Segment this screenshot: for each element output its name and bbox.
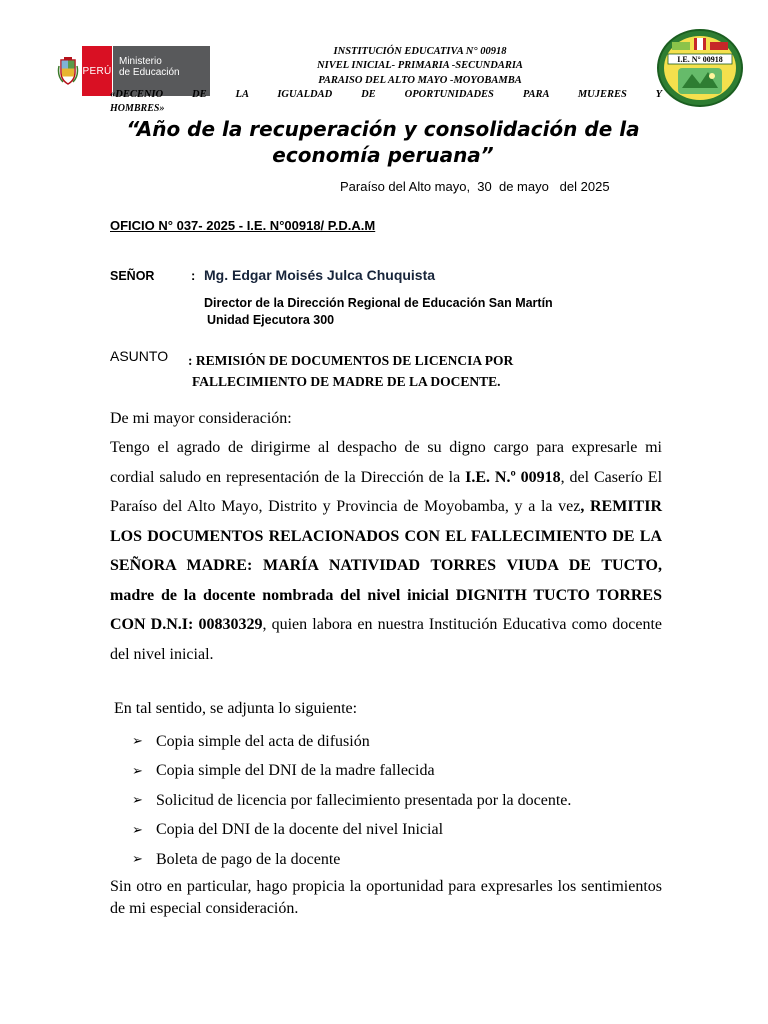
subject-text [188,350,588,392]
main-paragraph [110,433,662,669]
attachments-list [132,727,571,875]
school-emblem-logo [656,28,744,108]
closing-paragraph: Sin otro en particular, hago propicia la oportunidad para expresarles los sentimientos de mi especial consideración. [110,878,662,917]
peru-label: PERÚ [82,46,112,96]
paragraph-bold-request: , REMITIR LOS DOCUMENTOS RELACIONADOS CON EL FALLECIMIENTO DE LA SEÑORA MADRE: MARÍA NATIVIDAD TORRES VIUDA DE TUCTO, madre de la docente nombrada del nivel inicial DIGNITH TUCTO TORRES CON D.N.I: 00830329 [110,498,662,633]
attachment-label: Boleta de pago de la docente [156,850,341,868]
attachments-intro: En tal sentido, se adjunta lo siguiente: [114,700,358,717]
greeting: De mi mayor consideración: [110,410,292,427]
paragraph-part1: Tengo el agrado de dirigirme al despacho de su digno cargo para expresarle mi cordial saludo en representación de la Dirección de la [110,439,662,486]
peru-coat-of-arms-icon [54,46,82,96]
list-item [132,816,571,846]
year-title: “Año de la recuperación y consolidación de la economía peruana” [126,117,640,167]
institution-levels: NIVEL INICIAL- PRIMARIA -SECUNDARIA [317,60,523,71]
addressee-position: Director de la Dirección Regional de Educación San Martín [204,296,553,310]
arrow-bullet-icon: ➢ [132,763,143,779]
list-item [132,757,571,787]
paragraph-part4: , quien labora en nuestra Institución Educativa como docente del nivel inicial. [110,616,662,663]
addressee-label: SEÑOR [110,269,155,283]
paragraph-part2: , del Caserío El Paraíso del Alto Mayo, Distrito y Provincia de Moyobamba, y a la vez [110,468,663,515]
list-item [132,845,571,875]
institution-name: INSTITUCIÓN EDUCATIVA N° 00918 [333,46,507,57]
attachment-label: Copia simple del DNI de la madre fallecida [156,762,435,780]
addressee-colon: : [191,268,196,283]
addressee-name: Mg. Edgar Moisés Julca Chuquista [204,267,436,283]
oficio-number: OFICIO N° 037- 2025 - I.E. N°00918/ P.D.A.M [110,218,376,233]
addressee-unit: Unidad Ejecutora 300 [207,313,335,327]
arrow-bullet-icon: ➢ [132,852,143,868]
decenio-line: «DECENIO DE LA IGUALDAD DE OPORTUNIDADES PARA MUJERES Y [110,89,662,100]
subject-line1: : REMISIÓN DE DOCUMENTOS DE LICENCIA POR [188,353,514,368]
subject-label: ASUNTO [110,348,169,364]
ministry-line2: de Educación [119,67,180,78]
subject-line2: FALLECIMIENTO DE MADRE DE LA DOCENTE. [192,374,501,389]
attachment-label: Solicitud de licencia por fallecimiento presentada por la docente. [156,791,572,809]
school-emblem-text: I.E. N° 00918 [677,55,723,64]
attachment-label: Copia simple del acta de difusión [156,732,370,750]
arrow-bullet-icon: ➢ [132,793,143,809]
institution-location: PARAISO DEL ALTO MAYO -MOYOBAMBA [318,75,522,86]
date-line: Paraíso del Alto mayo, 30 de mayo del 2025 [340,179,610,194]
attachment-label: Copia del DNI de la docente del nivel Inicial [156,821,444,839]
list-item [132,727,571,757]
arrow-bullet-icon: ➢ [132,822,143,838]
list-item [132,786,571,816]
ie-number: I.E. N.º 00918 [465,468,561,486]
ministry-line1: Ministerio [119,56,162,67]
arrow-bullet-icon: ➢ [132,734,143,750]
decenio-continuation: HOMBRES» [110,103,165,114]
